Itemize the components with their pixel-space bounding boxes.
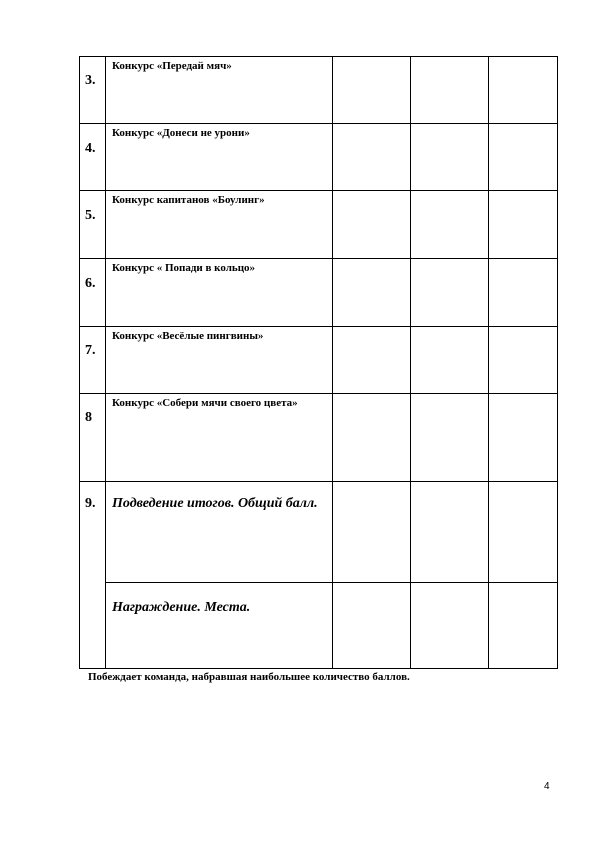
row-title: Конкурс «Весёлые пингвины» <box>112 330 264 342</box>
results-table <box>79 56 558 669</box>
table-divider-col2 <box>488 56 489 669</box>
row-divider <box>105 582 558 583</box>
table-border-bottom <box>79 668 558 669</box>
row-number: 6. <box>85 276 96 291</box>
row-number: 3. <box>85 73 96 88</box>
row-title: Конкурс «Передай мяч» <box>112 60 232 72</box>
row-divider <box>79 123 558 124</box>
row-number: 9. <box>85 496 96 511</box>
row-title: Награждение. Места. <box>112 600 251 615</box>
row-number: 7. <box>85 343 96 358</box>
table-border-left <box>79 56 80 669</box>
row-divider <box>79 326 558 327</box>
footer-note: Побеждает команда, набравшая наибольшее количество баллов. <box>88 671 410 683</box>
page-number: 4 <box>544 781 550 792</box>
row-title: Конкурс «Собери мячи своего цвета» <box>112 397 298 409</box>
table-divider-title <box>332 56 333 669</box>
table-border-top <box>79 56 558 57</box>
row-title: Подведение итогов. Общий балл. <box>112 496 318 511</box>
row-divider <box>79 190 558 191</box>
row-number: 4. <box>85 141 96 156</box>
row-title: Конкурс «Донеси не урони» <box>112 127 250 139</box>
row-number: 8 <box>85 410 92 425</box>
row-number: 5. <box>85 208 96 223</box>
row-divider <box>79 481 558 482</box>
table-divider-col1 <box>410 56 411 669</box>
row-divider <box>79 258 558 259</box>
table-divider-number <box>105 56 106 669</box>
row-title: Конкурс капитанов «Боулинг» <box>112 194 265 206</box>
row-divider <box>79 393 558 394</box>
table-border-right <box>557 56 558 669</box>
row-title: Конкурс « Попади в кольцо» <box>112 262 256 274</box>
